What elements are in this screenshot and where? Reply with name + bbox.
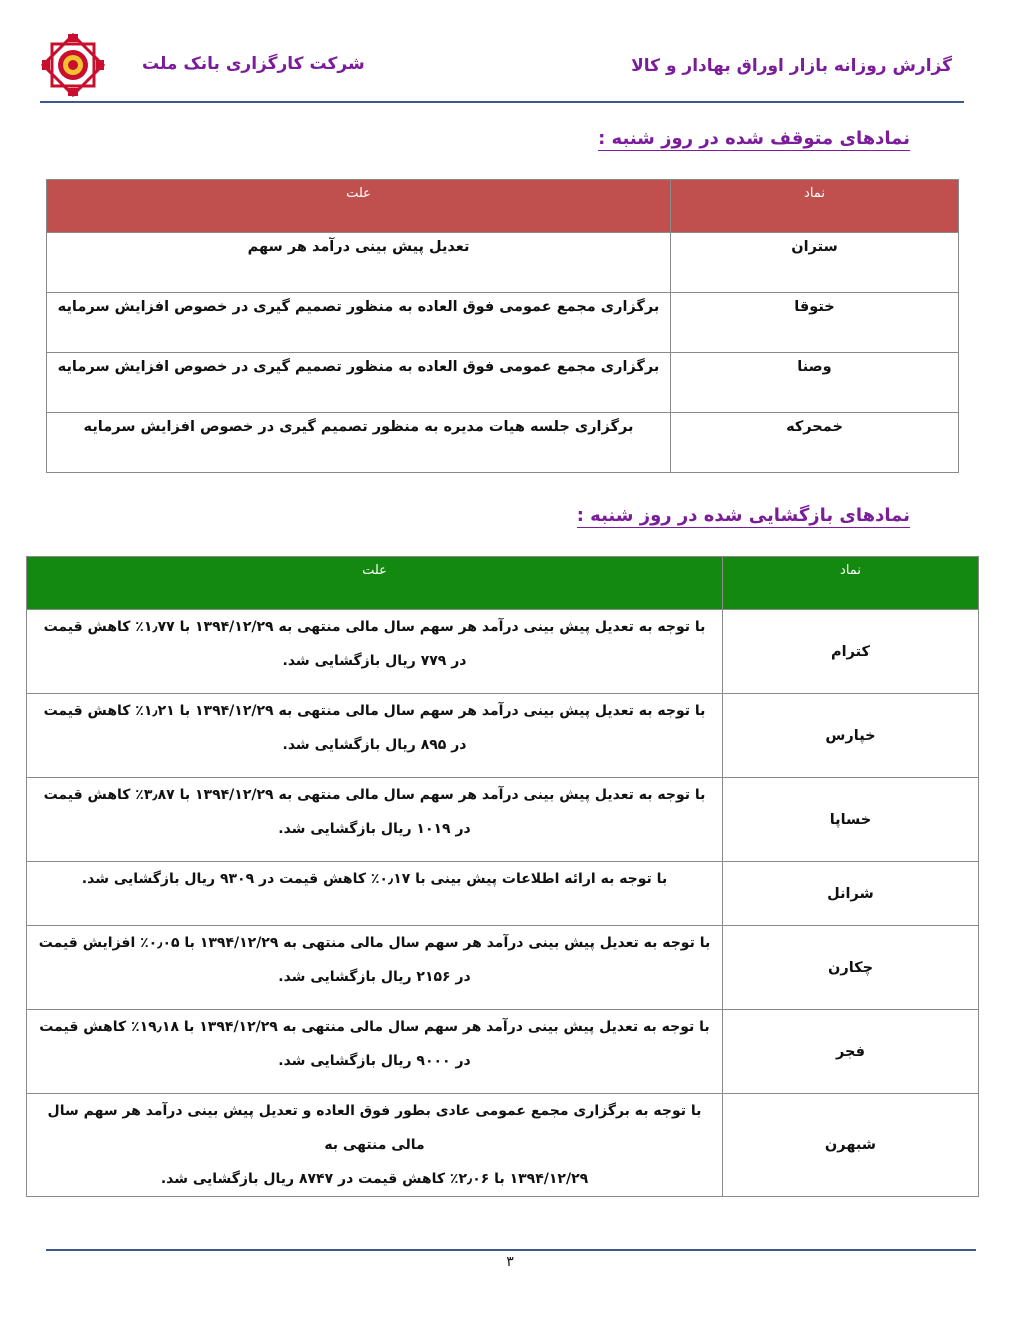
reason-cell (27, 1010, 723, 1094)
reason-cell: برگزاری جلسه هیات مدیره به منظور تصمیم گیری در خصوص افزایش سرمایه (47, 413, 671, 473)
table-row (47, 413, 959, 473)
company-name: شرکت کارگزاری بانک ملت (142, 54, 365, 74)
table-row (47, 293, 959, 353)
reopened-symbols-table (26, 556, 979, 1197)
reason-cell (27, 694, 723, 778)
symbol-cell: خساپا (723, 778, 979, 862)
reason-line: با توجه به تعدیل پیش بینی درآمد هر سهم سال مالی منتهی به ۱۳۹۴/۱۲/۲۹ با ۱۹٫۱۸٪ کاهش قیمت (39, 1019, 710, 1035)
reason-line: با توجه به ارائه اطلاعات پیش بینی با ۰٫۱۷٪ کاهش قیمت در ۹۳۰۹ ریال بازگشایی شد. (81, 871, 668, 887)
reason-cell (27, 778, 723, 862)
reason-cell (27, 926, 723, 1010)
suspended-symbols-table (46, 179, 959, 473)
reason-cell (27, 1094, 723, 1197)
symbol-cell: کترام (723, 610, 979, 694)
reason-line: ۱۳۹۴/۱۲/۲۹ با ۲٫۰۶٪ کاهش قیمت در ۸۷۴۷ ریال بازگشایی شد. (160, 1171, 589, 1187)
table-header-row (27, 557, 979, 610)
symbol-cell: ستران (671, 233, 959, 293)
table-row (27, 778, 979, 862)
suspended-section-title: نمادهای متوقف شده در روز شنبه : (598, 128, 910, 149)
symbol-cell: چکارن (723, 926, 979, 1010)
table-row (47, 353, 959, 413)
reason-line: در ۱۰۱۹ ریال بازگشایی شد. (278, 821, 471, 837)
reopened-section-title: نمادهای بازگشایی شده در روز شنبه : (576, 505, 910, 526)
table-row (47, 233, 959, 293)
symbol-cell: ختوقا (671, 293, 959, 353)
bank-mellat-logo (40, 32, 106, 98)
symbol-cell: خمحرکه (671, 413, 959, 473)
reason-cell: برگزاری مجمع عمومی فوق العاده به منظور تصمیم گیری در خصوص افزایش سرمایه (47, 353, 671, 413)
table-row (27, 610, 979, 694)
column-header-reason: علت (47, 180, 671, 233)
symbol-cell: خپارس (723, 694, 979, 778)
column-header-reason: علت (27, 557, 723, 610)
column-header-symbol: نماد (723, 557, 979, 610)
reason-line: با توجه به تعدیل پیش بینی درآمد هر سهم سال مالی منتهی به ۱۳۹۴/۱۲/۲۹ با ۱٫۷۷٪ کاهش قیمت (43, 619, 706, 635)
reason-line: با توجه به برگزاری مجمع عمومی عادی بطور فوق العاده و تعدیل پیش بینی درآمد هر سهم سال مالی منتهی به (47, 1103, 702, 1153)
header-divider (40, 101, 964, 103)
reason-line: با توجه به تعدیل پیش بینی درآمد هر سهم سال مالی منتهی به ۱۳۹۴/۱۲/۲۹ با ۱٫۲۱٪ کاهش قیمت (43, 703, 706, 719)
reason-line: با توجه به تعدیل پیش بینی درآمد هر سهم سال مالی منتهی به ۱۳۹۴/۱۲/۲۹ با ۳٫۸۷٪ کاهش قیمت (43, 787, 706, 803)
column-header-symbol: نماد (671, 180, 959, 233)
reason-line: با توجه به تعدیل پیش بینی درآمد هر سهم سال مالی منتهی به ۱۳۹۴/۱۲/۲۹ با ۰٫۰۵٪ افزایش قیمت (38, 935, 711, 951)
report-title: گزارش روزانه بازار اوراق بهادار و کالا (631, 56, 952, 76)
symbol-cell: وصنا (671, 353, 959, 413)
reason-cell (27, 862, 723, 926)
table-row (27, 694, 979, 778)
reason-line: در ۸۹۵ ریال بازگشایی شد. (282, 737, 467, 753)
reason-line: در ۹۰۰۰ ریال بازگشایی شد. (278, 1053, 471, 1069)
table-header-row (47, 180, 959, 233)
symbol-cell: فجر (723, 1010, 979, 1094)
symbol-cell: شرانل (723, 862, 979, 926)
reason-cell (27, 610, 723, 694)
table-row (27, 862, 979, 926)
table-row (27, 1010, 979, 1094)
table-row (27, 926, 979, 1010)
table-row (27, 1094, 979, 1197)
reason-line: در ۷۷۹ ریال بازگشایی شد. (282, 653, 467, 669)
page-number: ۳ (506, 1254, 514, 1270)
reason-cell: تعدیل پیش بینی درآمد هر سهم (47, 233, 671, 293)
footer-divider (46, 1249, 976, 1251)
reason-cell: برگزاری مجمع عمومی فوق العاده به منظور تصمیم گیری در خصوص افزایش سرمایه (47, 293, 671, 353)
symbol-cell: شبهرن (723, 1094, 979, 1197)
reason-line: در ۲۱۵۶ ریال بازگشایی شد. (278, 969, 471, 985)
